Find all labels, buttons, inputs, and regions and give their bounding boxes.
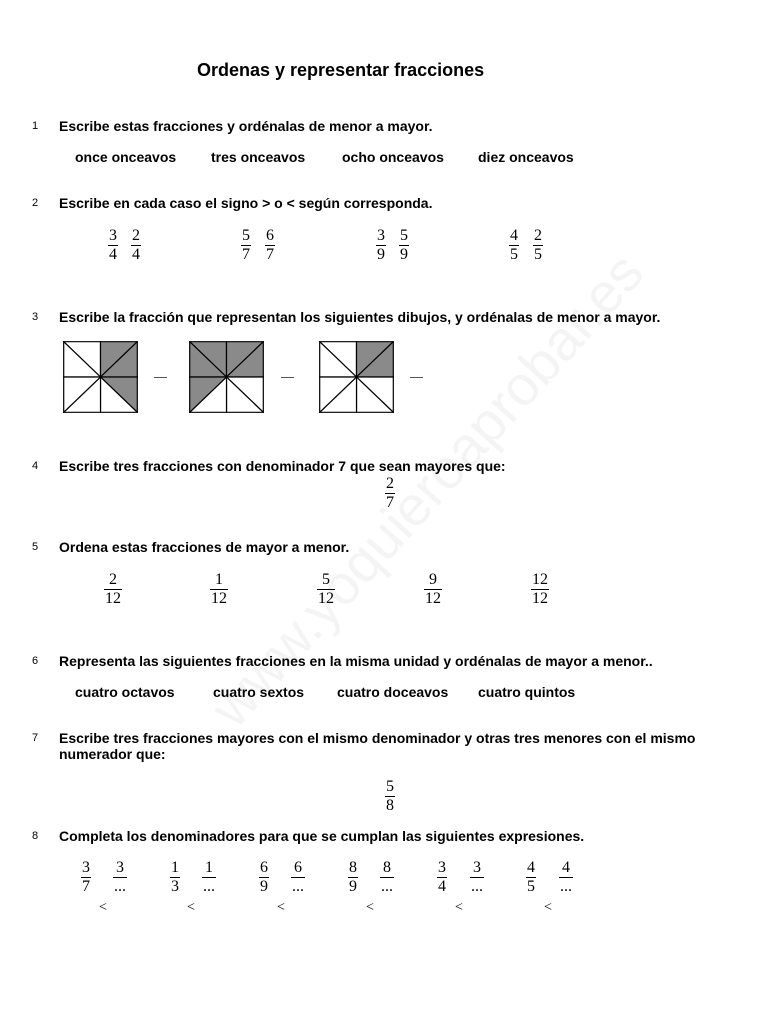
question-number: 8 [32, 830, 39, 842]
fraction-numerator: 8 [349, 859, 357, 876]
fraction-word: cuatro doceavos [337, 684, 449, 700]
fraction-square-figure [63, 341, 138, 413]
fraction-denominator: 5 [534, 246, 542, 263]
fraction-numerator: 6 [260, 859, 268, 876]
fraction [131, 227, 141, 264]
fraction-word: diez onceavos [478, 149, 574, 165]
fraction-numerator: 3 [473, 859, 481, 876]
fraction-numerator: 3 [438, 859, 446, 876]
fraction-numerator: 1 [215, 571, 223, 588]
fraction [509, 227, 519, 264]
fraction [108, 227, 118, 264]
comparison-sign: < [99, 900, 107, 915]
fraction-denominator: 12 [318, 590, 334, 607]
fraction [241, 227, 251, 264]
fraction-denominator: 7 [266, 246, 274, 263]
question-text: Escribe tres fracciones con denominador 7 que sean mayores que: [59, 458, 506, 474]
fraction-numerator: 4 [562, 859, 570, 876]
fraction [348, 859, 358, 896]
fraction-denominator: 12 [425, 590, 441, 607]
fraction-denominator: ... [114, 878, 126, 895]
fraction-numerator: 3 [377, 227, 385, 244]
fraction [380, 859, 394, 896]
fraction-word: cuatro octavos [75, 684, 175, 700]
fraction [470, 859, 484, 896]
fraction-denominator: 4 [132, 246, 140, 263]
fraction-denominator: 12 [532, 590, 548, 607]
question-number: 6 [32, 655, 39, 667]
fraction [170, 859, 180, 896]
answer-blank-line [154, 377, 167, 378]
question-number: 3 [32, 311, 39, 323]
fraction-numerator: 5 [400, 227, 408, 244]
fraction [265, 227, 275, 264]
fraction-denominator: ... [203, 878, 215, 895]
fraction-word: ocho onceavos [342, 149, 444, 165]
fraction-denominator: 5 [510, 246, 518, 263]
fraction [210, 571, 228, 608]
question-number: 2 [32, 197, 39, 209]
fraction-denominator: 8 [386, 797, 394, 814]
comparison-sign: < [277, 900, 285, 915]
fraction [533, 227, 543, 264]
fraction-denominator: 4 [438, 878, 446, 895]
fraction-denominator: 7 [386, 494, 394, 511]
question-text: Escribe estas fracciones y ordénalas de menor a mayor. [59, 118, 433, 134]
fraction [81, 859, 91, 896]
fraction-numerator: 2 [386, 475, 394, 492]
page-title: Ordenas y representar fracciones [197, 60, 485, 80]
fraction [202, 859, 216, 896]
question-number: 5 [32, 541, 39, 553]
question-text: Representa las siguientes fracciones en la misma unidad y ordénalas de mayor a menor.. [59, 653, 653, 669]
fraction-numerator: 4 [527, 859, 535, 876]
fraction [559, 859, 573, 896]
fraction-numerator: 5 [386, 778, 394, 795]
answer-blank-line [281, 377, 294, 378]
fraction-numerator: 3 [116, 859, 124, 876]
fraction-numerator: 3 [82, 859, 90, 876]
fraction-denominator: 12 [105, 590, 121, 607]
question-text: Ordena estas fracciones de mayor a menor. [59, 539, 350, 555]
fraction-numerator: 1 [205, 859, 213, 876]
question-text: Escribe en cada caso el signo > o < según corresponda. [59, 195, 433, 211]
fraction [376, 227, 386, 264]
fraction [113, 859, 127, 896]
fraction-denominator: 9 [260, 878, 268, 895]
fraction-numerator: 6 [266, 227, 274, 244]
fraction-denominator: 4 [109, 246, 117, 263]
fraction [259, 859, 269, 896]
fraction-numerator: 2 [109, 571, 117, 588]
fraction [437, 859, 447, 896]
fraction-denominator: ... [471, 878, 483, 895]
question-text: Completa los denominadores para que se cumplan las siguientes expresiones. [59, 828, 585, 844]
fraction-word: cuatro sextos [213, 684, 305, 700]
fraction-denominator: 3 [171, 878, 179, 895]
fraction [291, 859, 305, 896]
fraction-denominator: 9 [349, 878, 357, 895]
fraction [399, 227, 409, 264]
fraction-numerator: 6 [294, 859, 302, 876]
fraction-numerator: 9 [429, 571, 437, 588]
answer-blank-line [410, 377, 423, 378]
fraction-denominator: 5 [527, 878, 535, 895]
fraction-numerator: 5 [322, 571, 330, 588]
fraction-square-figure [189, 341, 264, 413]
fraction-numerator: 2 [132, 227, 140, 244]
fraction-word: cuatro quintos [478, 684, 576, 700]
fraction-word: tres onceavos [211, 149, 306, 165]
fraction-denominator: ... [292, 878, 304, 895]
fraction-denominator: 7 [242, 246, 250, 263]
fraction-denominator: 7 [82, 878, 90, 895]
question-number: 4 [32, 460, 39, 472]
fraction-square-figure [319, 341, 394, 413]
fraction [531, 571, 549, 608]
question-text: Escribe la fracción que representan los siguientes dibujos, y ordénalas de menor a mayor. [59, 309, 661, 325]
fraction-numerator: 3 [109, 227, 117, 244]
fraction [317, 571, 335, 608]
comparison-sign: < [544, 900, 552, 915]
fraction-denominator: 12 [211, 590, 227, 607]
fraction-denominator: ... [381, 878, 393, 895]
fraction-numerator: 8 [383, 859, 391, 876]
fraction-numerator: 12 [532, 571, 548, 588]
question-text-line-2: numerador que: [59, 746, 166, 762]
fraction-numerator: 2 [534, 227, 542, 244]
question-number: 7 [32, 732, 39, 744]
fraction [104, 571, 122, 608]
fraction [424, 571, 442, 608]
fraction [385, 778, 395, 815]
question-text-line-1: Escribe tres fracciones mayores con el mismo denominador y otras tres menores con el mismo [59, 730, 696, 746]
comparison-sign: < [366, 900, 374, 915]
fraction-denominator: ... [560, 878, 572, 895]
fraction-word: once onceavos [75, 149, 177, 165]
fraction-denominator: 9 [400, 246, 408, 263]
question-number: 1 [32, 120, 39, 132]
comparison-sign: < [187, 900, 195, 915]
comparison-sign: < [455, 900, 463, 915]
fraction-numerator: 4 [510, 227, 518, 244]
fraction-numerator: 5 [242, 227, 250, 244]
fraction-denominator: 9 [377, 246, 385, 263]
fraction [526, 859, 536, 896]
fraction [385, 475, 395, 512]
fraction-numerator: 1 [171, 859, 179, 876]
